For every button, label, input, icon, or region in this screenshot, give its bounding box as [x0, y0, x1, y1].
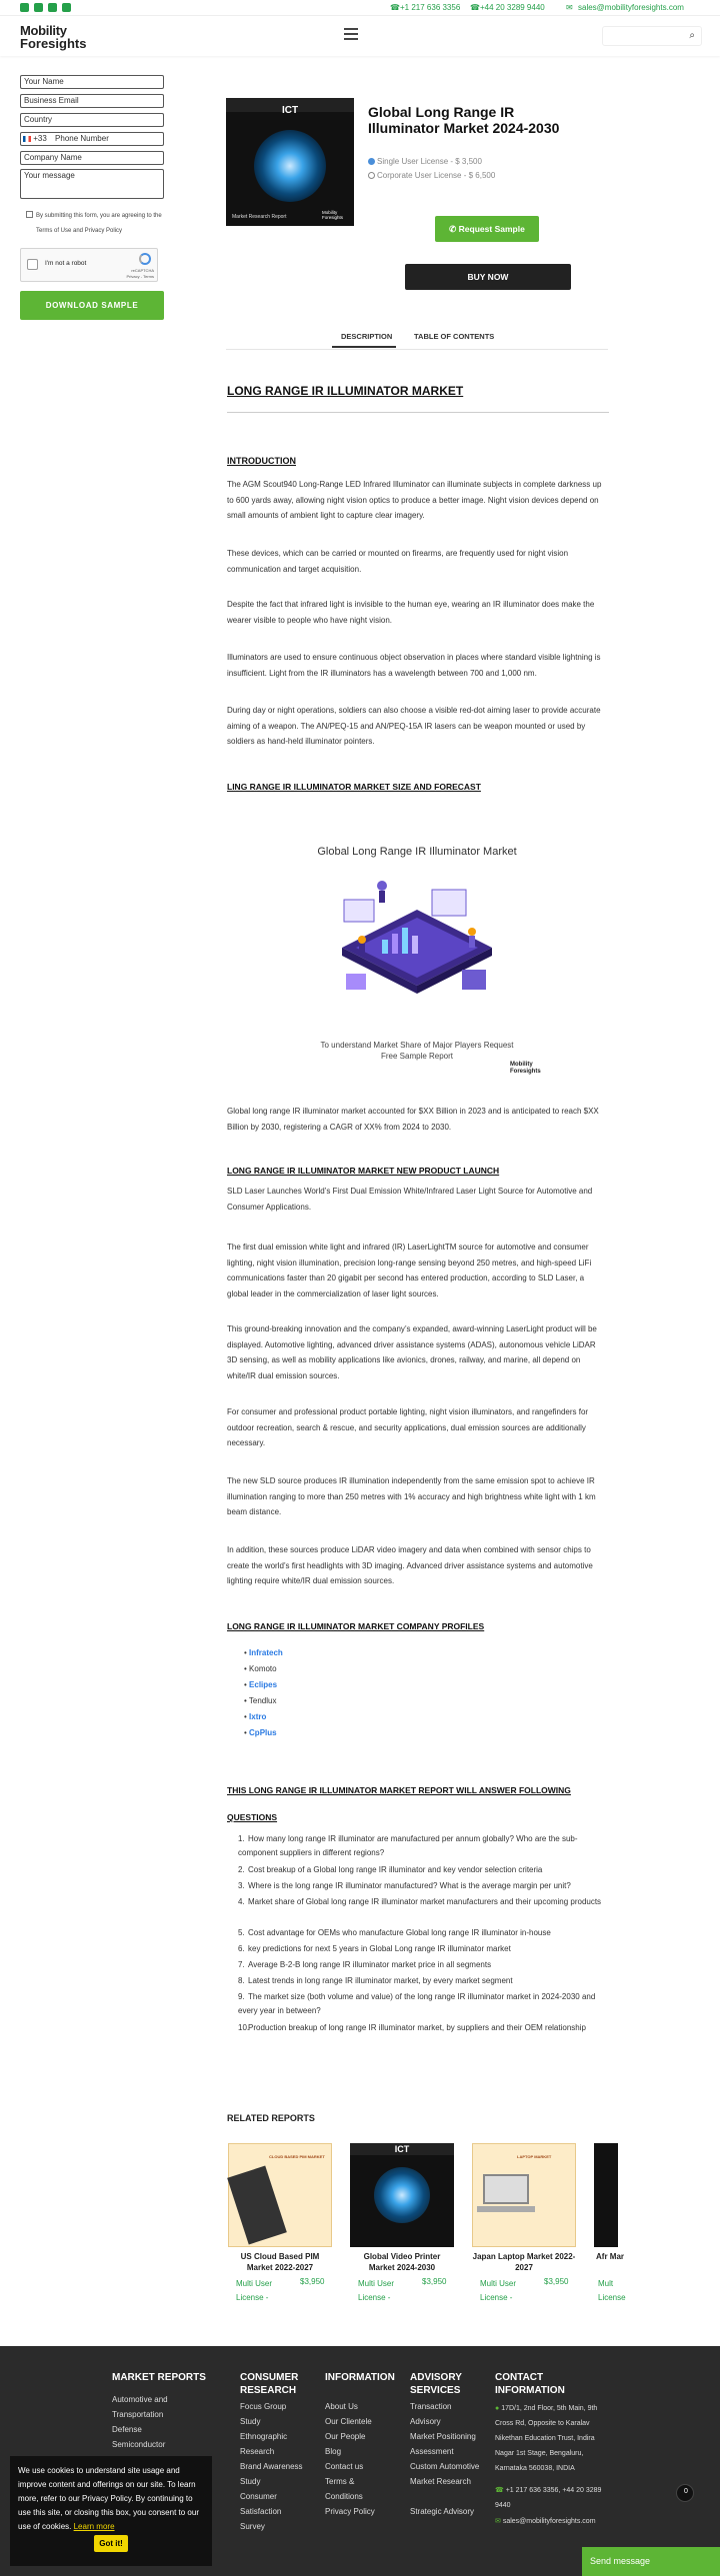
- paragraph: The new SLD source produces IR illumination independently from the same emission spot to achieve IR illumination ranging to more than 250 metres with 1% accuracy and high brightness white light with 1 km beam distance.: [227, 1476, 596, 1516]
- report-cover: ICT Market Research Report Mobility Foresights: [226, 98, 354, 226]
- phone-icon: ☎: [390, 3, 400, 12]
- related-title[interactable]: Afr Mar: [596, 2252, 625, 2261]
- footer-heading: MARKET REPORTS: [112, 2372, 206, 2383]
- tab-description[interactable]: DESCRIPTION: [341, 332, 393, 341]
- question-item: 1. How many long range IR illuminator are manufactured per annum globally? Who are the sub-component suppliers in different regions?: [238, 1834, 578, 1857]
- paragraph: The AGM Scout940 Long-Range LED Infrared Illuminator can illuminate subjects in complete darkness up to 600 yards away, allowing night vision optics to produce a better image. Night vision devices depend on small amounts of ambient light to capture clear imagery.: [227, 480, 602, 520]
- isometric-dashboard-graphic: [322, 870, 512, 1020]
- paragraph: This ground-breaking innovation and the company’s expanded, award-winning LaserLight product will be displayed. Automotive lighting, advanced driver assistance systems (ADAS), autonomous vehicle LiDAR 3D sensing, as well as mobility applications like avionics, drones, railway, and marine, all depend on white/IR dual emission sources.: [227, 1324, 597, 1380]
- related-license: Mult License: [598, 2279, 626, 2302]
- captcha-checkbox[interactable]: [27, 259, 38, 270]
- search-icon[interactable]: ⌕: [689, 30, 695, 41]
- radio-unselected[interactable]: [368, 172, 375, 179]
- phone-code[interactable]: +33: [33, 134, 47, 143]
- market-infographic[interactable]: Global Long Range IR Illuminator Market To understand Market Share of Major Players Request Free Sample Report Mobility Foresights: [317, 846, 541, 1075]
- footer-link[interactable]: Transaction Advisory: [410, 2402, 452, 2426]
- launch-heading: LONG RANGE IR ILLUMINATOR MARKET NEW PRODUCT LAUNCH: [227, 1166, 500, 1176]
- list-item[interactable]: • Ixtro: [244, 1712, 267, 1721]
- phone-1[interactable]: +1 217 636 3356: [400, 3, 461, 12]
- recaptcha[interactable]: I'm not a robot reCAPTCHA Privacy - Terms: [20, 248, 158, 282]
- footer-address: ● 17D/1, 2nd Floor, 5th Main, 9th Cross Rd, Opposite to Karalav Nikethan Education Trust, Indira Nagar 1st Stage, Bengaluru, Karnataka 560038, INDIA: [495, 2405, 598, 2472]
- phone-icon: ☎: [470, 3, 480, 12]
- footer-link[interactable]: Strategic Advisory: [410, 2507, 475, 2516]
- related-price: $3,950: [300, 2277, 325, 2286]
- location-icon: ●: [495, 2405, 500, 2412]
- chat-bubble-icon[interactable]: 0: [676, 2484, 694, 2502]
- bell-icon: ✆: [449, 224, 457, 234]
- footer-email[interactable]: ✉ sales@mobilityforesights.com: [495, 2518, 596, 2525]
- question-item: 5. Cost advantage for OEMs who manufacture Global long range IR illuminator in-house: [238, 1928, 551, 1937]
- size-heading: LING RANGE IR ILLUMINATOR MARKET SIZE AND FORECAST: [227, 782, 481, 792]
- related-license: Multi User License -: [480, 2279, 517, 2302]
- phone-2[interactable]: +44 20 3289 9440: [480, 3, 545, 12]
- email-field[interactable]: Business Email: [20, 94, 164, 108]
- message-field[interactable]: Your message: [20, 169, 164, 199]
- paragraph: The first dual emission white light and infrared (IR) LaserLightTM source for automotive and consumer lighting, night vision illumination, precision long-range sensing beyond 250 metres, and high-speed LiFi communications faster than 20 gigabit per second has entered production, according to SLD Laser, a global leader in the commercialization of laser light sources.: [227, 1243, 592, 1298]
- footer-link[interactable]: Semiconductor: [112, 2440, 166, 2449]
- radio-selected[interactable]: [368, 158, 375, 165]
- footer-heading: CONTACT INFORMATION: [495, 2372, 565, 2396]
- recaptcha-logo-icon: [139, 253, 151, 265]
- cookie-accept-button[interactable]: Got it!: [94, 2535, 128, 2552]
- related-price: $3,950: [544, 2277, 569, 2286]
- related-title[interactable]: US Cloud Based PIM Market 2022-2027: [240, 2252, 320, 2272]
- country-field[interactable]: Country: [20, 113, 164, 127]
- related-price: $3,950: [422, 2277, 447, 2286]
- related-card-image[interactable]: LAPTOP MARKET: [472, 2143, 576, 2247]
- youtube-icon[interactable]: [62, 3, 71, 12]
- footer-link[interactable]: Ethnographic Research: [240, 2432, 288, 2456]
- email-link[interactable]: sales@mobilityforesights.com: [578, 3, 684, 12]
- related-card-image[interactable]: CLOUD BASED PIM MARKET: [228, 2143, 332, 2247]
- companies-heading: LONG RANGE IR ILLUMINATOR MARKET COMPANY PROFILES: [227, 1621, 485, 1631]
- question-item: 7. Average B-2-B long range IR illuminator market price in all segments: [238, 1960, 492, 1969]
- related-license: Multi User License -: [358, 2279, 395, 2302]
- related-license: Multi User License -: [236, 2279, 273, 2302]
- question-item: 2. Cost breakup of a Global long range IR illuminator and key vendor selection criteria: [238, 1865, 543, 1874]
- question-item: 9. The market size (both volume and value) of the long range IR illuminator market in 2024-2030 and every year in between?: [238, 1992, 596, 2015]
- request-sample-button[interactable]: ✆ Request Sample: [435, 216, 539, 242]
- question-item: 10.Production breakup of long range IR illuminator market, by suppliers and their OEM relationship: [238, 2023, 586, 2032]
- intro-heading: INTRODUCTION: [227, 456, 296, 466]
- main-heading: LONG RANGE IR ILLUMINATOR MARKET: [227, 384, 464, 398]
- report-title: Global Long Range IR Illuminator Market 2024-2030: [368, 104, 560, 136]
- footer-link[interactable]: Terms & Conditions: [325, 2477, 363, 2501]
- question-item: 4. Market share of Global long range IR illuminator market manufacturers and their upcoming products: [238, 1897, 602, 1906]
- hamburger-menu-icon[interactable]: [344, 28, 358, 40]
- phone-icon: ☎: [495, 2487, 504, 2494]
- phone-field[interactable]: [20, 132, 164, 146]
- phone-placeholder: Phone Number: [55, 134, 109, 143]
- mail-icon: ✉: [566, 3, 573, 12]
- footer-link[interactable]: Contact us: [325, 2462, 364, 2471]
- paragraph: During day or night operations, soldiers can also choose a visible red-dot aiming laser to provide accurate aiming of a weapon. The AN/PEQ-15 and AN/PEQ-15A IR lasers can be weapon mounted or used by soldiers as hand-held illuminator pointers.: [227, 706, 601, 746]
- question-item: 6. key predictions for next 5 years in Global Long range IR illuminator market: [238, 1944, 511, 1953]
- list-item[interactable]: • Infratech: [244, 1648, 283, 1657]
- footer-phones[interactable]: ☎ +1 217 636 3356, +44 20 3289 9440: [495, 2487, 602, 2509]
- footer-heading: ADVISORY SERVICES: [410, 2372, 462, 2396]
- tabs: [226, 324, 608, 350]
- footer-link[interactable]: About Us: [325, 2402, 358, 2411]
- footer-link[interactable]: Focus Group Study: [240, 2402, 287, 2426]
- list-item: • Tendlux: [244, 1696, 277, 1705]
- mail-icon: ✉: [495, 2518, 501, 2525]
- question-item: 8. Latest trends in long range IR illuminator market, by every market segment: [238, 1976, 513, 1985]
- paragraph: Despite the fact that infrared light is invisible to the human eye, wearing an IR illuminator does make the wearer visible to people who have night vision.: [227, 600, 595, 625]
- footer-link[interactable]: Custom Automotive Market Research: [410, 2462, 480, 2486]
- top-bar: [0, 0, 720, 16]
- buy-now-button[interactable]: BUY NOW: [405, 264, 571, 290]
- license-corporate[interactable]: Corporate User License - $ 6,500: [368, 171, 495, 180]
- footer-link[interactable]: Brand Awareness Study: [240, 2462, 303, 2486]
- linkedin-icon[interactable]: [48, 3, 57, 12]
- paragraph: Illuminators are used to ensure continuous object observation in places where standard visible lightning is insufficient. Light from the IR illuminators has a wavelength between 700 and 1,000 nm.: [227, 653, 601, 678]
- questions-heading: THIS LONG RANGE IR ILLUMINATOR MARKET REPORT WILL ANSWER FOLLOWING QUESTIONS: [227, 1785, 571, 1822]
- related-heading: RELATED REPORTS: [227, 2113, 315, 2123]
- logo[interactable]: Mobility Foresights: [20, 23, 87, 51]
- paragraph: Global long range IR illuminator market accounted for $XX Billion in 2023 and is anticipated to reach $XX Billion by 2030, registering a CAGR of XX% from 2024 to 2030.: [227, 1107, 599, 1132]
- list-item[interactable]: • CpPlus: [244, 1728, 277, 1737]
- france-flag-icon: [23, 136, 31, 142]
- footer-heading: CONSUMER RESEARCH: [240, 2372, 299, 2396]
- footer-link[interactable]: Our People: [325, 2432, 366, 2441]
- footer-link[interactable]: Privacy Policy: [325, 2507, 375, 2516]
- footer-link[interactable]: Blog: [325, 2447, 342, 2456]
- tab-table-of-contents[interactable]: TABLE OF CONTENTS: [414, 332, 495, 341]
- consent-text: By submitting this form, you are agreeing to the Terms of Use and Privacy Policy: [36, 213, 162, 234]
- cookie-banner: We use cookies to understand site usage and improve content and offerings on our site. To learn more, refer to our Privacy Policy. By continuing to use this site, or closing this box, you consent to our use of cookies. Learn more: [10, 2456, 212, 2566]
- paragraph: For consumer and professional product portable lighting, night vision illuminators, and rangefinders for outdoor recreation, search & rescue, and security applications, dual emission sources are additionally necessary.: [227, 1407, 589, 1447]
- footer-link[interactable]: Defense: [112, 2425, 142, 2434]
- learn-more-link[interactable]: Learn more: [73, 2522, 115, 2531]
- facebook-icon[interactable]: [20, 3, 29, 12]
- globe-graphic: [254, 130, 326, 202]
- paragraph: These devices, which can be carried or mounted on firearms, are frequently used for night vision communication and target acquisition.: [227, 549, 569, 574]
- question-item: 3. Where is the long range IR illuminator manufactured? What is the average margin per unit?: [238, 1881, 571, 1890]
- footer-link[interactable]: Our Clientele: [325, 2417, 372, 2426]
- twitter-icon[interactable]: [34, 3, 43, 12]
- download-sample-button[interactable]: DOWNLOAD SAMPLE: [20, 291, 164, 320]
- list-item: • Komoto: [244, 1664, 277, 1673]
- footer-link[interactable]: Market Positioning Assessment: [410, 2432, 476, 2456]
- related-title[interactable]: Global Video Printer Market 2024-2030: [363, 2252, 441, 2272]
- footer-link[interactable]: Automotive and Transportation: [112, 2395, 168, 2419]
- paragraph: In addition, these sources produce LiDAR video imagery and data when combined with sensor chips to create the world’s first headlights with 3D imaging. Advanced driver assistance systems and automotive lighting require white/IR dual emission sources.: [227, 1545, 593, 1585]
- list-item[interactable]: • Eclipes: [244, 1680, 278, 1689]
- related-title[interactable]: Japan Laptop Market 2022-2027: [472, 2252, 576, 2272]
- related-card-image[interactable]: ICT: [350, 2143, 454, 2247]
- related-card-image[interactable]: [594, 2143, 618, 2247]
- license-single[interactable]: Single User License - $ 3,500: [368, 157, 482, 166]
- footer-link[interactable]: Consumer Satisfaction Survey: [240, 2492, 282, 2531]
- send-message-button[interactable]: Send message: [582, 2547, 720, 2576]
- company-field[interactable]: Company Name: [20, 151, 164, 165]
- consent-checkbox[interactable]: [26, 211, 33, 218]
- footer-heading: INFORMATION: [325, 2372, 395, 2383]
- search-input[interactable]: [602, 26, 702, 46]
- paragraph: SLD Laser Launches World’s First Dual Emission White/Infrared Laser Light Source for Automotive and Consumer Applications.: [227, 1187, 593, 1212]
- name-field[interactable]: Your Name: [20, 75, 164, 89]
- divider: [227, 412, 609, 413]
